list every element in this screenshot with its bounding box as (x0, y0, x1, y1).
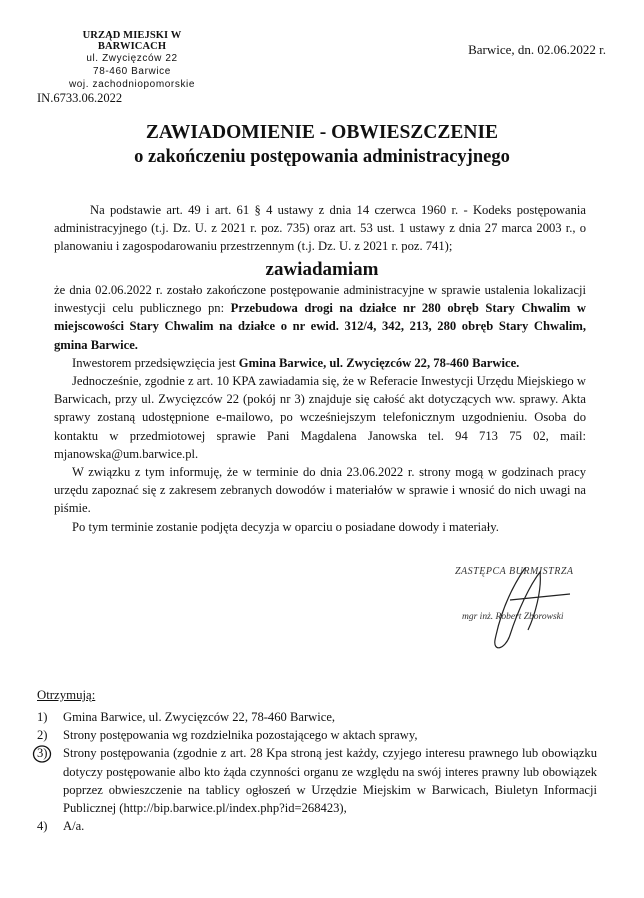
list-item (37, 726, 597, 744)
completion-text: że dnia 02.06.2022 r. zostało zakończone postępowanie administracyjne w sprawie ustalenia lokalizacji inwestycji celu publicznego pn: (54, 283, 586, 316)
paragraph-files: Jednocześnie, zgodnie z art. 10 KPA zawiadamia się, że w Referacie Inwestycji Urzędu Miejskiego w Barwicach, przy ul. Zwycięzców 22 (pokój nr 3) znajduje się całość akt dotyczących ww. sprawy. Akta sprawy zostaną udostępnione e-mailowo, po wcześniejszym telefonicznym uzgodnieniu. Osoba do kontaktu w przedmiotowej sprawie Pani Magdalena Janowska tel. 94 713 75 02, mail: mjanowska@um.barwice.pl. (54, 374, 586, 461)
investment-name: Przebudowa drogi na działce nr 280 obręb Stary Chwalim w miejscowości Stary Chwalim na działce o nr ewid. 312/4, 342, 213, 280 obręb Stary Chwalim, gmina Barwice. (54, 301, 586, 352)
list-item-number: 1) (37, 710, 48, 724)
signature-title: ZASTĘPCA BURMISTRZA (455, 566, 574, 577)
list-item-number: 2) (37, 728, 48, 743)
place-date: Barwice, dn. 02.06.2022 r. (468, 42, 606, 57)
recipients-heading: Otrzymują: (37, 688, 96, 702)
paragraph-deadline: W związku z tym informuję, że w terminie do dnia 23.06.2022 r. strony mogą w godzinach pracy urzędu zapoznać się z zakresem zebranych dowodów i materiałów w sprawie i wnosić do nich uwagi na piśmie. (54, 465, 586, 516)
document-subtitle: o zakończeniu postępowania administracyjnego (134, 147, 510, 167)
paragraph-investor (54, 354, 586, 372)
stamp-street: ul. Zwycięzców 22 (86, 53, 178, 64)
stamp-org: URZĄD MIEJSKI W BARWICACH (82, 30, 182, 52)
list-item (37, 744, 597, 817)
stamp-city: 78-460 Barwice (93, 66, 171, 77)
investor-name: Gmina Barwice, ul. Zwycięzców 22, 78-460 Barwice. (238, 355, 520, 370)
notice-heading: zawiadamiam (265, 259, 379, 280)
signature-name: mgr inż. Robert Zborowski (462, 612, 564, 622)
list-item-number: 3) (37, 746, 48, 761)
paragraph-completion (54, 281, 586, 354)
investor-label: Inwestorem przedsięwzięcia jest (72, 355, 239, 370)
handwritten-circle-mark (32, 744, 52, 764)
list-item-text: Gmina Barwice, ul. Zwycięzców 22, 78-460 Barwice, (63, 710, 336, 724)
recipients-list (37, 708, 597, 835)
document-title: ZAWIADOMIENIE - OBWIESZCZENIE (145, 122, 499, 143)
paragraph-decision: Po tym terminie zostanie podjęta decyzja w oparciu o posiadane dowody i materiały. (72, 519, 499, 534)
legal-basis: Na podstawie art. 49 i art. 61 § 4 ustawy z dnia 14 czerwca 1960 r. - Kodeks postępowania administracyjnego (t.j. Dz. U. z 2021 r. poz. 735) oraz art. 53 ust. 1 ustawy z dnia 27 marca 2003 r., o planowaniu i zagospodarowaniu przestrzennym (t.j. Dz. U. z 2021 r. poz. 741); (54, 203, 586, 254)
list-item-text: Strony postępowania (zgodnie z art. 28 Kpa stroną jest każdy, czyjego interesu prawnego lub obowiązku dotyczy postępowanie albo kto żąda czynności organu ze względu na swój interes prawny lub obowiązek poprzez obwieszczenie na tablicy ogłoszeń w Urzędzie Miejskim w Barwicach, Biuletyn Informacji Publicznej (http://bip.barwice.pl/index.php?id=268423), (63, 746, 597, 816)
notice-body (54, 281, 586, 536)
office-stamp (52, 30, 212, 91)
handwritten-signature (470, 560, 580, 660)
stamp-region: woj. zachodniopomorskie (68, 79, 196, 90)
list-item-text: A/a. (63, 819, 85, 834)
list-item-text: Strony postępowania wg rozdzielnika pozostającego w aktach sprawy, (63, 728, 418, 743)
case-reference: IN.6733.06.2022 (37, 91, 123, 105)
list-item (37, 708, 597, 726)
list-item-number: 4) (37, 819, 48, 834)
list-item (37, 817, 597, 835)
